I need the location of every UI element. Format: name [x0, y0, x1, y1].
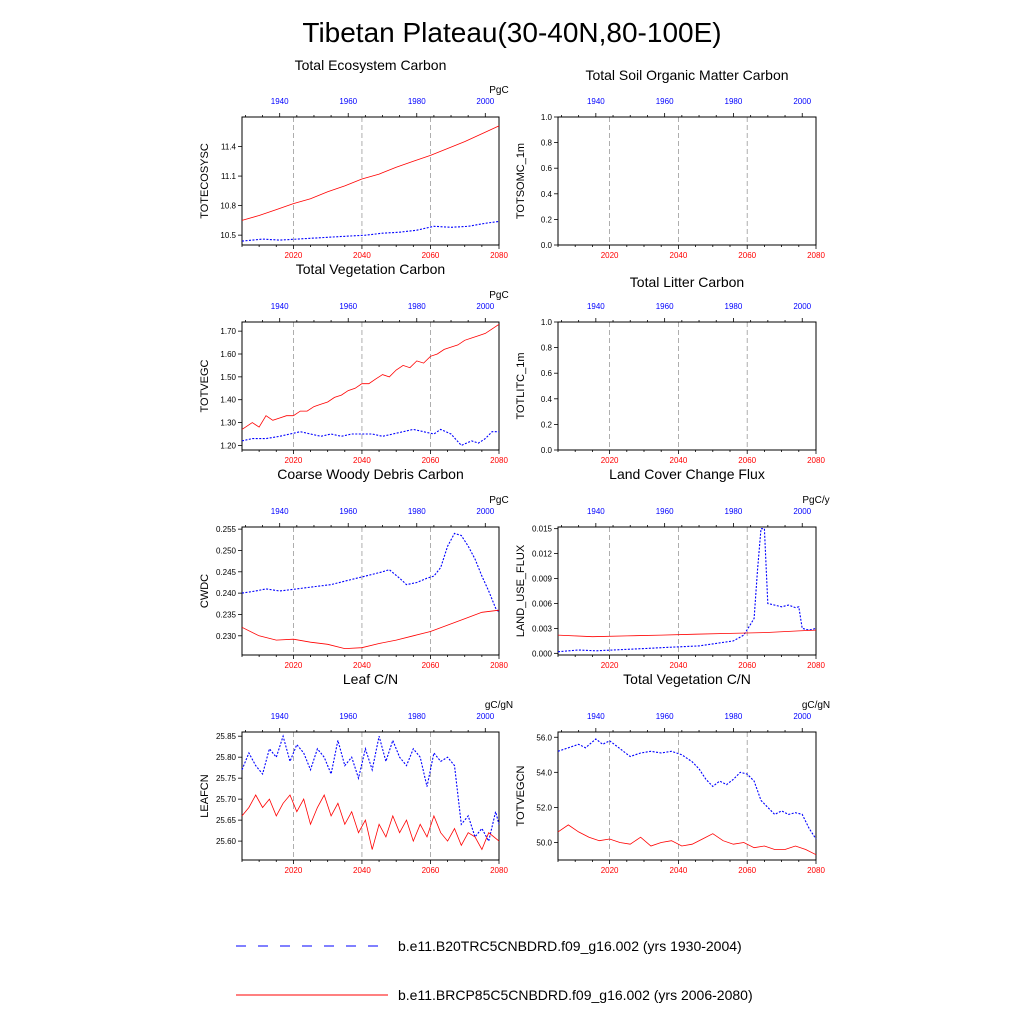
- bottom-tick-label: 2080: [490, 456, 508, 465]
- top-tick-label: 1960: [339, 97, 358, 106]
- panel-title: Land Cover Change Flux: [609, 466, 765, 482]
- bottom-tick-label: 2020: [600, 661, 619, 670]
- y-axis-label: CWDC: [199, 573, 211, 609]
- top-tick-label: 1940: [270, 97, 289, 106]
- y-tick-label: 25.70: [215, 795, 236, 805]
- panel-6: [515, 466, 830, 670]
- bottom-tick-label: 2040: [669, 251, 688, 260]
- top-tick-label: 1940: [586, 712, 605, 721]
- bottom-tick-label: 2060: [421, 661, 440, 670]
- bottom-tick-label: 2080: [807, 456, 825, 465]
- y-tick-label: 0.255: [215, 525, 236, 535]
- unit-label: gC/gN: [484, 700, 514, 711]
- panels-group: [199, 57, 830, 875]
- panel-title: Total Vegetation C/N: [623, 671, 751, 687]
- y-tick-label: 0.2: [540, 420, 552, 430]
- bottom-tick-label: 2060: [738, 456, 757, 465]
- bottom-tick-label: 2020: [600, 866, 619, 875]
- panel-1: [199, 57, 509, 260]
- series-line-future: [242, 324, 499, 429]
- plot-frame: [558, 322, 816, 450]
- series-line-historical: [558, 739, 816, 839]
- y-tick-label: 50.0: [536, 838, 552, 848]
- bottom-tick-label: 2080: [490, 251, 508, 260]
- y-tick-label: 1.50: [220, 372, 236, 382]
- series-line-future: [242, 610, 499, 648]
- plot-frame: [558, 732, 816, 860]
- panel-title: Total Ecosystem Carbon: [294, 57, 447, 73]
- y-tick-label: 0.4: [540, 189, 552, 199]
- y-tick-label: 25.60: [215, 837, 236, 847]
- top-tick-label: 1960: [339, 712, 358, 721]
- top-tick-label: 1940: [270, 302, 289, 311]
- panel-4: [515, 274, 825, 465]
- bottom-tick-label: 2020: [284, 866, 303, 875]
- top-tick-label: 2000: [476, 302, 495, 311]
- top-tick-label: 1960: [339, 302, 358, 311]
- plot-frame: [242, 322, 499, 450]
- bottom-tick-label: 2020: [284, 456, 303, 465]
- series-line-future: [558, 630, 816, 637]
- y-tick-label: 1.30: [220, 418, 236, 428]
- y-tick-label: 25.75: [215, 774, 236, 784]
- bottom-tick-label: 2020: [600, 456, 619, 465]
- bottom-tick-label: 2080: [807, 251, 825, 260]
- y-tick-label: 52.0: [536, 803, 552, 813]
- y-axis-label: TOTVEGC: [199, 359, 211, 413]
- top-tick-label: 1980: [407, 507, 426, 516]
- series-line-historical: [242, 221, 499, 241]
- unit-label: gC/gN: [801, 700, 831, 711]
- y-tick-label: 1.40: [220, 395, 236, 405]
- panel-title: Total Vegetation Carbon: [295, 261, 446, 277]
- bottom-tick-label: 2060: [738, 866, 757, 875]
- top-tick-label: 1940: [586, 97, 605, 106]
- y-tick-label: 10.8: [220, 201, 236, 211]
- series-line-future: [242, 126, 499, 220]
- bottom-tick-label: 2060: [738, 251, 757, 260]
- panel-title: Total Litter Carbon: [629, 274, 745, 290]
- top-tick-label: 1960: [655, 712, 674, 721]
- top-tick-label: 1980: [724, 302, 743, 311]
- y-tick-label: 0.003: [531, 624, 552, 634]
- top-tick-label: 1980: [407, 302, 426, 311]
- y-tick-label: 25.80: [215, 753, 236, 763]
- y-axis-label: TOTLITC_1m: [515, 352, 527, 420]
- y-tick-label: 11.1: [221, 172, 236, 182]
- bottom-tick-label: 2040: [669, 866, 688, 875]
- top-tick-label: 1980: [724, 97, 743, 106]
- bottom-tick-label: 2060: [421, 456, 440, 465]
- y-tick-label: 1.0: [540, 113, 552, 122]
- bottom-tick-label: 2040: [353, 251, 371, 260]
- panel-8: [515, 671, 830, 875]
- series-line-future: [558, 825, 816, 855]
- y-axis-label: TOTECOSYSC: [199, 143, 211, 219]
- top-tick-label: 1940: [586, 507, 605, 516]
- bottom-tick-label: 2040: [669, 661, 688, 670]
- bottom-tick-label: 2080: [807, 661, 825, 670]
- bottom-tick-label: 2020: [284, 251, 303, 260]
- y-tick-label: 25.65: [215, 816, 236, 826]
- y-tick-label: 11.4: [221, 142, 236, 152]
- y-tick-label: 0.8: [540, 343, 552, 353]
- y-tick-label: 0.000: [531, 649, 552, 659]
- figure-title: Tibetan Plateau(30-40N,80-100E): [302, 17, 722, 48]
- bottom-tick-label: 2060: [421, 866, 440, 875]
- bottom-tick-label: 2080: [807, 866, 825, 875]
- top-tick-label: 2000: [476, 507, 495, 516]
- y-tick-label: 1.20: [220, 441, 236, 451]
- y-tick-label: 0.230: [215, 631, 236, 641]
- top-tick-label: 1960: [655, 97, 674, 106]
- y-axis-label: TOTVEGCN: [515, 765, 527, 827]
- bottom-tick-label: 2020: [600, 251, 619, 260]
- top-tick-label: 2000: [793, 712, 812, 721]
- y-tick-label: 0.250: [215, 546, 236, 556]
- top-tick-label: 1960: [655, 302, 674, 311]
- y-axis-label: LAND_USE_FLUX: [515, 544, 527, 638]
- bottom-tick-label: 2060: [421, 251, 440, 260]
- y-tick-label: 56.0: [536, 733, 552, 743]
- y-axis-label: TOTSOMC_1m: [515, 142, 527, 220]
- y-tick-label: 0.015: [531, 524, 552, 534]
- y-tick-label: 10.5: [220, 231, 236, 241]
- y-tick-label: 0.6: [540, 164, 552, 174]
- y-tick-label: 0.2: [540, 215, 552, 225]
- legend-label-historical: b.e11.B20TRC5CNBDRD.f09_g16.002 (yrs 1930-2004): [398, 938, 742, 954]
- top-tick-label: 1980: [724, 712, 743, 721]
- bottom-tick-label: 2080: [490, 661, 508, 670]
- top-tick-label: 1980: [724, 507, 743, 516]
- legend-label-future: b.e11.BRCP85C5CNBDRD.f09_g16.002 (yrs 2006-2080): [398, 987, 753, 1003]
- plot-frame: [558, 527, 816, 655]
- top-tick-label: 2000: [476, 712, 495, 721]
- bottom-tick-label: 2040: [669, 456, 688, 465]
- top-tick-label: 1940: [586, 302, 605, 311]
- y-tick-label: 1.0: [540, 318, 552, 327]
- y-tick-label: 25.85: [215, 732, 236, 742]
- top-tick-label: 1940: [270, 712, 289, 721]
- top-tick-label: 2000: [793, 507, 812, 516]
- y-tick-label: 0.6: [540, 369, 552, 379]
- y-tick-label: 0.8: [540, 138, 552, 148]
- y-axis-label: LEAFCN: [199, 774, 211, 818]
- y-tick-label: 1.70: [220, 327, 236, 337]
- y-tick-label: 0.245: [215, 567, 236, 577]
- top-tick-label: 1940: [270, 507, 289, 516]
- top-tick-label: 2000: [793, 97, 812, 106]
- unit-label: PgC: [489, 290, 509, 301]
- panel-3: [199, 261, 509, 465]
- y-tick-label: 0.240: [215, 589, 236, 599]
- y-tick-label: 54.0: [536, 768, 552, 778]
- panel-2: [515, 67, 825, 260]
- top-tick-label: 1980: [407, 712, 426, 721]
- y-tick-label: 0.012: [531, 549, 552, 559]
- panel-title: Leaf C/N: [342, 671, 399, 687]
- bottom-tick-label: 2040: [353, 866, 371, 875]
- top-tick-label: 1980: [407, 97, 426, 106]
- panel-title: Coarse Woody Debris Carbon: [277, 466, 464, 482]
- y-tick-label: 0.009: [531, 574, 552, 584]
- panel-5: [199, 466, 509, 670]
- top-tick-label: 2000: [793, 302, 812, 311]
- y-tick-label: 1.60: [220, 350, 236, 359]
- bottom-tick-label: 2080: [490, 866, 508, 875]
- y-tick-label: 0.4: [540, 394, 552, 404]
- unit-label: PgC/y: [802, 495, 830, 506]
- panel-7: [199, 671, 513, 875]
- top-tick-label: 2000: [476, 97, 495, 106]
- panel-title: Total Soil Organic Matter Carbon: [585, 67, 789, 83]
- series-line-future: [242, 795, 499, 850]
- y-tick-label: 0.0: [540, 446, 552, 455]
- series-line-historical: [242, 533, 499, 612]
- bottom-tick-label: 2040: [353, 661, 371, 670]
- y-tick-label: 0.0: [540, 241, 552, 250]
- legend: [236, 938, 753, 1003]
- y-tick-label: 0.006: [531, 599, 552, 609]
- series-line-historical: [242, 736, 499, 841]
- top-tick-label: 1960: [655, 507, 674, 516]
- bottom-tick-label: 2060: [738, 661, 757, 670]
- unit-label: PgC: [489, 85, 509, 96]
- series-line-historical: [242, 429, 499, 445]
- unit-label: PgC: [489, 495, 509, 506]
- bottom-tick-label: 2020: [284, 661, 303, 670]
- plot-frame: [242, 117, 499, 245]
- series-line-historical: [558, 529, 816, 652]
- bottom-tick-label: 2040: [353, 456, 371, 465]
- plot-frame: [558, 117, 816, 245]
- y-tick-label: 0.235: [215, 610, 236, 620]
- top-tick-label: 1960: [339, 507, 358, 516]
